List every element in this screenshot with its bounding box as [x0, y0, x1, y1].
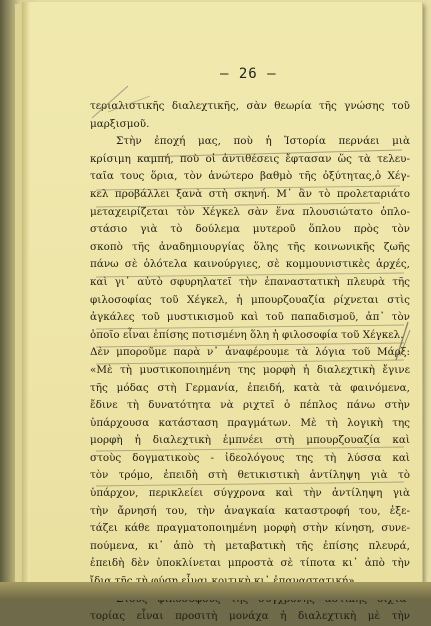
- text-line: ταῖα τους ὅρια, τὸν ἀνώτερο βαθμὸ τῆς ὀξύτητας,ὁ Χέγ-: [90, 170, 410, 183]
- text-line: Δὲν μποροῦμε παρὰ ν᾽ ἀναφέρουμε τὰ λόγια τοῦ Μάρξ:: [90, 346, 410, 359]
- text-line: ὑπάρχουσα κατάσταση πραγμάτων. Μὲ τὴ λογικὴ της: [90, 416, 410, 429]
- text-line: ἐπειδὴ δὲν ὑποκλίνεται μπροστὰ σὲ τίποτα κι᾽ ἀπὸ τὴν: [90, 557, 410, 570]
- text-line: τάζει κάθε πραγματοποιημένη μορφὴ στὴν κίνηση, συνε-: [90, 522, 410, 535]
- page-bottom-edge: [0, 582, 431, 600]
- text-line: μορφὴ ἡ διαλεχτικὴ ἐμπνέει στὴ μπουρζουαζία καὶ: [90, 434, 410, 447]
- text-line: ἀγκάλες τοῦ μυστικισμοῦ καὶ τοῦ παπαδισμοῦ, ἀπ᾽ τὸν: [90, 311, 410, 324]
- text-line: «Μὲ τὴ μυστικοποιημένη της μορφὴ ἡ διαλεχτικὴ ἔγινε: [90, 363, 410, 376]
- text-line: τὴν ἄρνησή του, τὴν ἀναγκαία καταστροφή του, ἐξε-: [90, 504, 410, 517]
- text-line: ὑπάρχον, περικλείει σύγχρονα καὶ τὴν ἀντίληψη γιὰ: [90, 487, 410, 500]
- text-line: καὶ γι᾽ αὐτὸ σφυρηλατεῖ τὴν ἐπαναστατικὴ πλευρὰ τῆς: [90, 275, 410, 288]
- text-line: Στὴν ἐποχή μας, ποὺ ἡ Ἱστορία περνάει μιὰ: [116, 135, 410, 148]
- page-spine-shadow: [22, 2, 30, 582]
- text-line: τὸν τρόμο, ἐπειδὴ στὴ θετικιστικὴ ἀντίληψη γιὰ τὸ: [90, 469, 410, 482]
- text-line: τῆς μόδας στὴ Γερμανία, ἐπειδή, κατὰ τὰ φαινόμενα,: [90, 381, 410, 394]
- text-line: κρίσιμη καμπή, ποὺ οἱ ἀντιθέσεις ἔφτασαν ὥς τὰ τελευ-: [90, 152, 410, 165]
- text-line: ὁποῖο εἶναι ἐπίσης ποτισμένη ὅλη ἡ φιλοσοφία τοῦ Χέγκελ.: [90, 328, 404, 341]
- page-number: — 26 —: [220, 66, 277, 82]
- text-line: στάσιο γιὰ τὸ δούλεμα μυτεροῦ ὅπλου πρὸς τὸν: [90, 223, 410, 236]
- text-line: σκοπὸ τῆς ἀναδημιουργίας ὅλης τῆς κοινωνικῆς ζωῆς: [90, 240, 410, 253]
- text-line: μεταχειρίζεται τὸν Χέγκελ σὰν ἕνα πλουσιώτατο ὁπλο-: [90, 205, 410, 218]
- page-body-text: [90, 98, 410, 626]
- text-line: πάνω σὲ ὁλότελα καινούργιες, σὲ κομμουνιστικὲς ἀρχές,: [90, 258, 410, 271]
- text-line: πούμενα, κι᾽ ἀπὸ τὴ μεταβατικὴ τῆς ἐπίσης πλευρά,: [90, 539, 410, 552]
- text-line: τορίας εἶναι προσιτὴ μονάχα ἡ διαλεχτικὴ μὲ τὴν: [90, 610, 410, 623]
- text-line: κελ προβάλλει ξανὰ στὴ σκηνή. Μ᾽ ἂν τὸ προλεταριάτο: [90, 187, 410, 200]
- text-line: φιλοσοφίας τοῦ Χέγκελ, ἡ μπουρζουαζία ρίχνεται στὶς: [90, 293, 410, 306]
- text-line: τεριαλιστικῆς διαλεχτικῆς, σὰν θεωρία τῆς γνώσης τοῦ: [90, 100, 410, 112]
- text-line: ἔδινε τὴ δυνατότητα νὰ ριχτεῖ ὁ πέπλος πάνω στὴν: [90, 399, 410, 412]
- text-line: μαρξισμοῦ.: [90, 117, 150, 130]
- text-line: στοὺς δογματικοὺς - ἰδεολόγους της τὴ λύσσα καὶ: [90, 451, 410, 464]
